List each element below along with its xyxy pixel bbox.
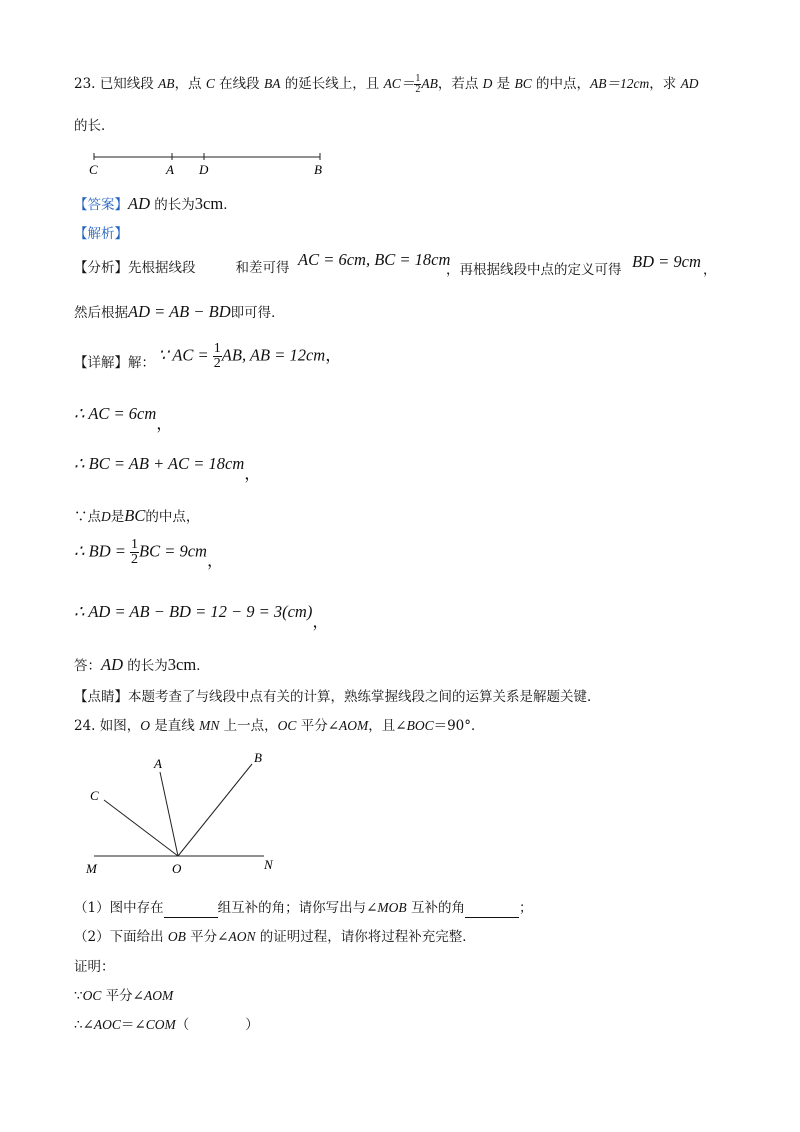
final-value: 3cm [167, 655, 197, 674]
math-ob: OB [167, 929, 186, 944]
text: ． [196, 658, 210, 674]
answer-line [74, 194, 237, 215]
q23-line2: 的长． [74, 118, 115, 134]
math-expr: AD = AB − BD [128, 302, 231, 321]
math-aon: AON [228, 929, 256, 944]
math-bc: BC [124, 506, 146, 525]
math-ba: BA [263, 76, 281, 91]
q24-part1 [74, 898, 532, 918]
fenxi-tail [446, 260, 622, 280]
math-c: C [205, 76, 215, 91]
math-ad: AD [101, 655, 123, 674]
text: ＝∠ [120, 1017, 146, 1033]
text: 的长为 [123, 658, 168, 674]
step-4 [74, 506, 199, 527]
text: 上一点， [219, 718, 278, 734]
text: （ [175, 1017, 190, 1033]
label-b: B [254, 750, 262, 765]
text: 的中点， [145, 509, 200, 525]
step-1: ∵ AC = $\frac{1}{2}$ AB, AB = 12cm， [158, 341, 342, 371]
math-ad: AD [128, 194, 150, 213]
step-5: ∴ BD = $\frac{1}{2}$ BC = 9cm， [74, 537, 224, 571]
math-ad: AD [680, 76, 699, 91]
fraction-half: $\frac{1}{2}$ [131, 537, 139, 567]
text: 答： [74, 658, 101, 674]
text: 和差可得 [235, 260, 290, 276]
fraction-half: $\frac{1}{2}$ [213, 341, 221, 371]
label-d: D [199, 162, 209, 177]
text: 是直线 [150, 718, 200, 734]
text: ） [245, 1017, 259, 1033]
proof-label: 证明： [74, 959, 115, 975]
label-o: O [172, 861, 182, 876]
detail-line [74, 353, 155, 373]
text: 是 [492, 76, 515, 92]
answer-value: 3cm [194, 194, 224, 213]
label-a: A [166, 162, 174, 177]
math-d: D [101, 509, 111, 524]
text: 解： [128, 355, 155, 371]
q24-part2 [74, 927, 476, 947]
fenxi-expr2: BD = 9cm [632, 252, 701, 271]
text: 的长为 [150, 197, 195, 213]
math-aoc: AOC [93, 1017, 121, 1032]
math-ab: AB [421, 76, 438, 91]
text: 24. 如图， [74, 718, 141, 734]
then-line [74, 302, 285, 323]
angle-figure [80, 748, 290, 878]
math-ab-value: AB＝12cm [590, 76, 650, 91]
math-aom: AOM [339, 718, 369, 733]
math-oc: OC [277, 718, 297, 733]
label-a: A [154, 756, 162, 771]
fraction-half: $\frac{1}{2}$ [415, 73, 421, 95]
math-oc: OC [82, 988, 102, 1003]
fenxi-expr1: AC = 6cm, BC = 18cm [298, 250, 451, 269]
text: 然后根据 [74, 305, 128, 321]
text: 平分∠ [185, 929, 229, 945]
detail-tag: 【详解】 [74, 355, 128, 371]
text: ，求 [649, 76, 681, 92]
dianjing-line [74, 687, 601, 707]
text: （2）下面给出 [74, 929, 168, 945]
text: （1）图中存在 [74, 900, 164, 916]
text: ，且∠ [368, 718, 407, 734]
math-mob: MOB [377, 900, 407, 915]
text: ； [518, 900, 533, 916]
math-mn: MN [199, 718, 220, 733]
fenxi-tag: 【分析】 [74, 260, 128, 276]
text: 平分∠ [296, 718, 340, 734]
math-boc: BOC [406, 718, 434, 733]
text: 23. 已知线段 [74, 76, 159, 92]
text: ＝90°． [433, 718, 485, 734]
label-c: C [90, 788, 99, 803]
text: 平分∠ [101, 988, 144, 1004]
final-answer [74, 655, 210, 676]
math-com: COM [145, 1017, 176, 1032]
math-d: D [482, 76, 493, 91]
answer-tag: 【答案】 [74, 197, 128, 213]
step-2: ∴ AC = 6cm， [74, 404, 173, 433]
answer-blank[interactable] [465, 917, 519, 918]
label-n: N [264, 857, 273, 872]
label-c: C [89, 162, 98, 177]
text: 的中点， [531, 76, 591, 92]
q23-line1 [74, 74, 699, 95]
fenxi-line [74, 258, 290, 278]
text: ，再根据线段中点的定义可得 [446, 262, 622, 278]
q24-line1 [74, 716, 485, 736]
text: ∵ [74, 988, 83, 1004]
label-m: M [86, 861, 97, 876]
text: ，点 [174, 76, 206, 92]
text: 组互补的角；请你写出与∠ [217, 900, 378, 916]
text: 在线段 [214, 76, 264, 92]
answer-blank[interactable] [164, 917, 218, 918]
text: 本题考查了与线段中点有关的计算，熟练掌握线段之间的运算关系是解题关键． [128, 689, 601, 705]
segment-figure [80, 148, 340, 178]
math-ac: AC＝ [383, 76, 415, 91]
math-bc: BC [514, 76, 532, 91]
text: 互补的角 [406, 900, 465, 916]
math-ab: AB [158, 76, 175, 91]
text: 是 [110, 509, 125, 525]
text: 的证明过程，请你将过程补充完整． [255, 929, 476, 945]
text: ∵点 [74, 509, 101, 525]
text: ． [223, 197, 237, 213]
text: ，若点 [437, 76, 483, 92]
step-6: ∴ AD = AB − BD = 12 − 9 = 3(cm)， [74, 602, 329, 631]
label-b: B [314, 162, 322, 177]
text: 即可得． [230, 305, 285, 321]
math-aom: AOM [143, 988, 174, 1003]
math-o: O [140, 718, 151, 733]
step-3: ∴ BC = AB + AC = 18cm， [74, 454, 261, 483]
proof-line1 [74, 986, 173, 1006]
proof-line2 [74, 1015, 259, 1035]
dianjing-tag: 【点睛】 [74, 689, 128, 705]
text: 的延长线上，且 [280, 76, 384, 92]
fenxi-comma: ， [703, 262, 717, 278]
text: 先根据线段 [128, 260, 196, 276]
text: ∴∠ [74, 1017, 94, 1033]
analysis-tag: 【解析】 [74, 226, 128, 242]
